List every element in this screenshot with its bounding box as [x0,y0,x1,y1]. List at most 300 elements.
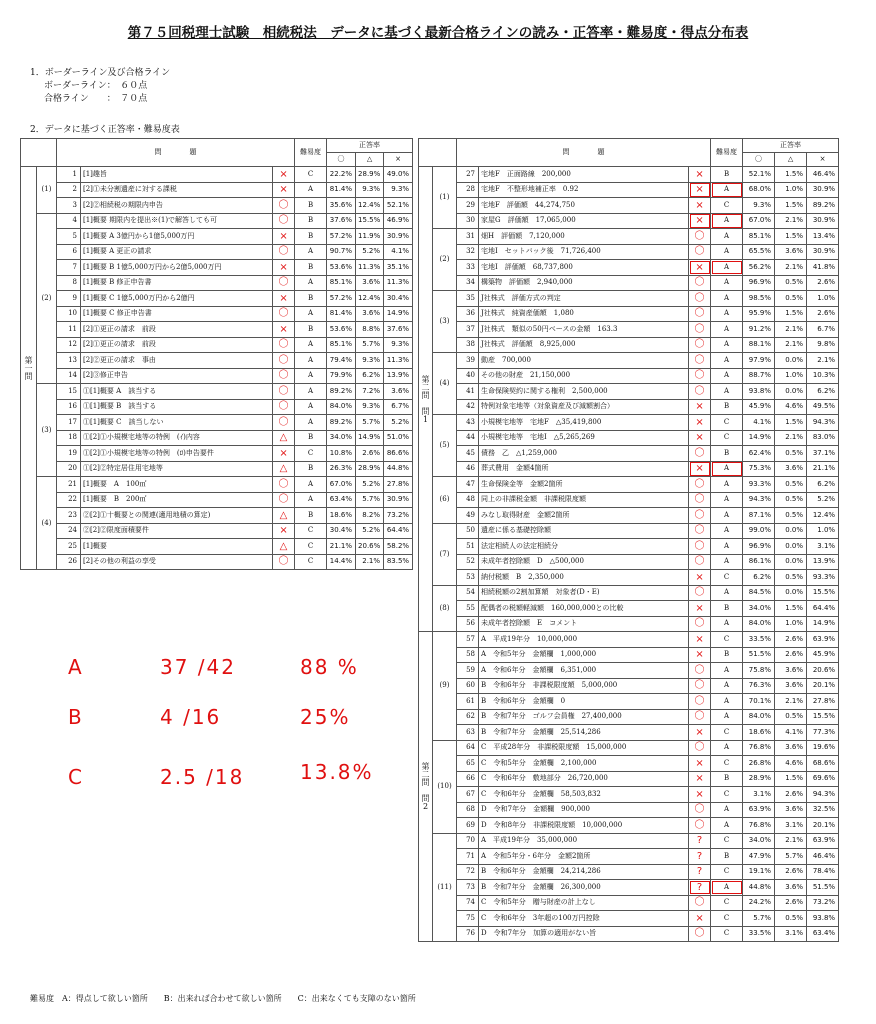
hand-pct-b: 25% [300,705,351,729]
question-number: 14 [57,368,81,384]
partial-rate: 0.0% [775,554,807,570]
answer-mark: 〇 [689,508,711,524]
partial-rate: 5.7% [356,415,384,431]
question-text: A 令和5年分・6年分 金額2箇所 [479,849,689,865]
difficulty-grade: B [295,229,327,245]
table-row [419,275,839,291]
question-text: [1]概要 B 1億5,000万円から2億5,000万円 [81,260,273,276]
correct-rate: 88.7% [743,368,775,384]
question-text: その他の財産 21,150,000 [479,368,689,384]
question-text: [1]概要 A 3億円から1億5,000万円 [81,229,273,245]
group-label: (3) [37,384,57,477]
answer-mark: 〇 [689,818,711,834]
answer-mark: × [689,182,711,198]
correct-rate: 87.1% [743,508,775,524]
question-number: 39 [457,353,479,369]
answer-mark: 〇 [689,616,711,632]
question-text: [1]趣旨 [81,167,273,183]
partial-rate: 2.6% [775,632,807,648]
answer-mark: 〇 [273,415,295,431]
correct-rate: 93.3% [743,477,775,493]
correct-rate: 91.2% [743,322,775,338]
wrong-rate: 93.3% [807,570,839,586]
header-wrong: × [384,153,413,167]
question-text: 小規模宅地等 宅地F △35,419,800 [479,415,689,431]
correct-rate: 85.1% [327,337,356,353]
wrong-rate: 3.1% [807,539,839,555]
table-row [21,368,413,384]
partial-rate: 2.1% [775,213,807,229]
partial-rate: 2.6% [775,864,807,880]
answer-mark: 〇 [689,740,711,756]
wrong-rate: 27.8% [807,694,839,710]
table-row [21,306,413,322]
table-row [419,926,839,942]
partial-rate: 2.1% [775,260,807,276]
question-text: A 令和5年分 金額欄 1,000,000 [479,647,689,663]
question-text: 宅地I セットバック後 71,726,400 [479,244,689,260]
question-number: 52 [457,554,479,570]
wrong-rate: 86.6% [384,446,413,462]
difficulty-grade: A [711,244,743,260]
wrong-rate: 5.2% [807,492,839,508]
correct-rate: 5.7% [743,911,775,927]
question-text: [2]③修正申告 [81,368,273,384]
wrong-rate: 10.3% [807,368,839,384]
question-text: B 令和6年分 金額欄 0 [479,694,689,710]
table-row [419,818,839,834]
answer-mark: × [689,198,711,214]
wrong-rate: 68.6% [807,756,839,772]
partial-rate: 11.3% [356,260,384,276]
difficulty-grade: A [711,275,743,291]
answer-mark: 〇 [273,554,295,570]
table-row [21,167,413,183]
difficulty-grade: A [711,663,743,679]
answer-mark: × [273,260,295,276]
correct-rate: 53.6% [327,260,356,276]
question-number: 3 [57,198,81,214]
wrong-rate: 15.5% [807,709,839,725]
question-text: B 令和7年分 ゴルフ会員権 27,400,000 [479,709,689,725]
header-rate-right: 正答率 [743,139,839,153]
partial-rate: 9.3% [356,182,384,198]
partial-rate: 28.9% [356,167,384,183]
wrong-rate: 30.4% [384,291,413,307]
difficulty-grade: C [711,787,743,803]
table-row [419,756,839,772]
wrong-rate: 27.8% [384,477,413,493]
difficulty-grade: B [711,601,743,617]
table-row [21,508,413,524]
correct-rate: 3.1% [743,787,775,803]
question-text: 畑H 評価額 7,120,000 [479,229,689,245]
question-number: 38 [457,337,479,353]
question-text: J社株式 評価方式の判定 [479,291,689,307]
group-label: (7) [433,523,457,585]
wrong-rate: 30.9% [807,213,839,229]
correct-rate: 24.2% [743,895,775,911]
correct-rate: 18.6% [327,508,356,524]
difficulty-grade: A [711,213,743,229]
question-number: 48 [457,492,479,508]
question-number: 75 [457,911,479,927]
table-row [21,492,413,508]
group-label: (5) [433,415,457,477]
answer-mark: × [689,911,711,927]
answer-mark: 〇 [689,523,711,539]
correct-rate: 51.5% [743,647,775,663]
question-text: D 令和7年分 金額欄 900,000 [479,802,689,818]
table-row [419,771,839,787]
wrong-rate: 14.9% [807,616,839,632]
answer-mark: 〇 [273,477,295,493]
wrong-rate: 94.3% [807,787,839,803]
wrong-rate: 1.0% [807,291,839,307]
answer-mark: 〇 [689,663,711,679]
answer-mark: 〇 [273,244,295,260]
answer-mark: 〇 [273,368,295,384]
difficulty-grade: A [711,880,743,896]
table-row [419,291,839,307]
difficulty-grade: B [295,322,327,338]
partial-rate: 0.5% [775,709,807,725]
answer-mark: 〇 [689,895,711,911]
wrong-rate: 63.4% [807,926,839,942]
correct-rate: 76.3% [743,678,775,694]
correct-rate: 33.5% [743,926,775,942]
question-number: 54 [457,585,479,601]
correct-rate: 57.2% [327,229,356,245]
table-row [21,523,413,539]
question-number: 76 [457,926,479,942]
question-text: ①[1]概要 C 該当しない [81,415,273,431]
wrong-rate: 46.4% [807,167,839,183]
answer-mark: × [689,167,711,183]
answer-mark: 〇 [273,353,295,369]
question-text: 特例対象宅地等（対象資産及び減額割合） [479,399,689,415]
partial-rate: 20.6% [356,539,384,555]
difficulty-grade: C [295,167,327,183]
group-label: (2) [433,229,457,291]
question-number: 18 [57,430,81,446]
table-row [419,461,839,477]
question-number: 49 [457,508,479,524]
question-text: 家屋G 評価額 17,065,000 [479,213,689,229]
correct-rate: 63.4% [327,492,356,508]
part-label-q2-2: 第二問 問2 [419,632,433,942]
correct-rate: 84.0% [743,616,775,632]
answer-mark: ? [689,864,711,880]
question-text: ①[1]概要 A 該当する [81,384,273,400]
answer-mark: 〇 [273,306,295,322]
correct-rate: 88.1% [743,337,775,353]
partial-rate: 2.1% [775,430,807,446]
question-number: 27 [457,167,479,183]
difficulty-grade: B [711,399,743,415]
partial-rate: 9.3% [356,399,384,415]
partial-rate: 2.6% [775,647,807,663]
question-text: C 令和6年分 金額欄 58,503,832 [479,787,689,803]
answer-mark: 〇 [689,306,711,322]
difficulty-grade: C [711,864,743,880]
question-text: A 平成19年分 35,000,000 [479,833,689,849]
difficulty-grade: C [711,725,743,741]
partial-rate: 0.0% [775,353,807,369]
wrong-rate: 63.9% [807,833,839,849]
answer-mark: × [273,322,295,338]
header-partial: △ [356,153,384,167]
wrong-rate: 52.1% [384,198,413,214]
difficulty-grade: A [711,353,743,369]
correct-rate: 67.0% [743,213,775,229]
correct-rate: 26.8% [743,756,775,772]
partial-rate: 1.5% [775,167,807,183]
answer-mark: × [689,570,711,586]
header-problem: 問 題 [57,139,295,167]
partial-rate: 3.6% [775,244,807,260]
hand-grade-c: C [68,765,84,789]
question-text: C 令和6年分 敷地部分 26,720,000 [479,771,689,787]
question-text: [1]概要 C 修正申告書 [81,306,273,322]
correct-rate: 84.0% [743,709,775,725]
question-text: 葬式費用 金額4箇所 [479,461,689,477]
difficulty-grade: A [295,368,327,384]
question-text: D 令和8年分 非課税限度額 10,000,000 [479,818,689,834]
table-row [419,632,839,648]
table-row [21,260,413,276]
difficulty-grade: A [711,368,743,384]
difficulty-grade: A [711,709,743,725]
header-partial-right: △ [775,153,807,167]
question-number: 13 [57,353,81,369]
table-row [21,229,413,245]
header-difficulty: 難易度 [295,139,327,167]
difficulty-grade: B [711,446,743,462]
answer-mark: △ [273,430,295,446]
header-difficulty-right: 難易度 [711,139,743,167]
question-number: 66 [457,771,479,787]
section1-heading: 1．ボーダーライン及び合格ライン [30,68,171,78]
difficulty-grade: A [295,275,327,291]
correct-rate: 44.8% [743,880,775,896]
partial-rate: 5.2% [356,244,384,260]
wrong-rate: 19.6% [807,740,839,756]
group-label: (11) [433,833,457,942]
wrong-rate: 9.3% [384,337,413,353]
difficulty-grade: A [711,306,743,322]
partial-rate: 3.6% [775,678,807,694]
question-number: 8 [57,275,81,291]
wrong-rate: 20.6% [807,663,839,679]
answer-mark: × [689,601,711,617]
partial-rate: 1.5% [775,198,807,214]
wrong-rate: 64.4% [807,601,839,617]
page-title: 第７５回税理士試験 相続税法 データに基づく最新合格ラインの読み・正答率・難易度・得点分布表 [127,25,749,41]
hand-score-a: 37 /42 [160,655,236,679]
table-row [21,198,413,214]
question-number: 67 [457,787,479,803]
correct-rate: 34.0% [327,430,356,446]
table-row [21,291,413,307]
answer-mark: × [689,632,711,648]
wrong-rate: 83.0% [807,430,839,446]
question-text: B 令和6年分 非課税限度額 5,000,000 [479,678,689,694]
table-row [21,477,413,493]
answer-mark: 〇 [689,337,711,353]
partial-rate: 4.6% [775,399,807,415]
wrong-rate: 30.9% [807,182,839,198]
difficulty-grade: C [295,523,327,539]
question-text: ①[2]②特定居住用宅地等 [81,461,273,477]
wrong-rate: 5.2% [384,415,413,431]
question-number: 36 [457,306,479,322]
hand-score-c: 2.5 /18 [160,765,245,789]
section2-heading: 2．データに基づく正答率・難易度表 [30,125,180,135]
wrong-rate: 15.5% [807,585,839,601]
table-row [419,213,839,229]
table-row [21,322,413,338]
wrong-rate: 73.2% [807,895,839,911]
correct-rate: 93.8% [743,384,775,400]
difficulty-grade: A [295,306,327,322]
table-row [419,802,839,818]
answer-mark: 〇 [273,492,295,508]
group-label: (3) [433,291,457,353]
table-row [419,322,839,338]
table-row [21,384,413,400]
wrong-rate: 3.6% [384,384,413,400]
wrong-rate: 9.8% [807,337,839,353]
partial-rate: 9.3% [356,353,384,369]
partial-rate: 1.5% [775,601,807,617]
wrong-rate: 44.8% [384,461,413,477]
difficulty-grade: A [711,802,743,818]
difficulty-grade: A [711,818,743,834]
partial-rate: 8.2% [356,508,384,524]
table-row [419,167,839,183]
table-row [21,353,413,369]
answer-mark: 〇 [689,384,711,400]
table-row [21,399,413,415]
difficulty-grade: C [711,756,743,772]
table-row [419,415,839,431]
question-text: 同上の非課税金額 非課税限度額 [479,492,689,508]
wrong-rate: 73.2% [384,508,413,524]
answer-mark: 〇 [689,291,711,307]
table-row [419,477,839,493]
partial-rate: 5.2% [356,523,384,539]
difficulty-grade: A [711,260,743,276]
correct-rate: 67.0% [327,477,356,493]
correct-rate: 52.1% [743,167,775,183]
question-number: 28 [457,182,479,198]
partial-rate: 0.5% [775,446,807,462]
question-text: 未成年者控除額 E コメント [479,616,689,632]
partial-rate: 1.5% [775,415,807,431]
question-number: 31 [457,229,479,245]
correct-rate: 14.9% [743,430,775,446]
correct-rate: 84.0% [327,399,356,415]
difficulty-grade: A [711,492,743,508]
question-text: 生命保険金等 金額2箇所 [479,477,689,493]
answer-mark: 〇 [273,384,295,400]
header-correct: 〇 [327,153,356,167]
difficulty-grade: A [711,740,743,756]
answer-mark: △ [273,508,295,524]
question-number: 30 [457,213,479,229]
correct-rate: 35.6% [327,198,356,214]
correct-rate: 33.5% [743,632,775,648]
difficulty-grade: A [295,384,327,400]
answer-mark: × [689,430,711,446]
question-text: A 平成19年分 10,000,000 [479,632,689,648]
answer-mark: 〇 [689,322,711,338]
table-row [419,260,839,276]
wrong-rate: 30.9% [384,492,413,508]
section-borderline [30,67,170,106]
correct-rate: 99.0% [743,523,775,539]
question-text: 未成年者控除額 D △500,000 [479,554,689,570]
table-row [419,492,839,508]
wrong-rate: 6.2% [807,384,839,400]
answer-mark: 〇 [689,353,711,369]
question-number: 21 [57,477,81,493]
difficulty-grade: A [711,508,743,524]
partial-rate: 3.6% [775,461,807,477]
partial-rate: 6.2% [356,368,384,384]
answer-mark: ? [689,880,711,896]
correct-rate: 76.8% [743,740,775,756]
hand-pct-c: 13.8% [300,760,374,784]
question-text: ①[2]①小規模宅地等の特例 (ｲ)内容 [81,430,273,446]
part-label-q1: 第一問 [21,167,37,570]
answer-mark: × [273,523,295,539]
answer-mark: △ [273,461,295,477]
difficulty-grade: A [711,678,743,694]
partial-rate: 8.8% [356,322,384,338]
answer-mark: 〇 [689,554,711,570]
table-row [419,306,839,322]
question-text: 生命保険契約に関する権利 2,500,000 [479,384,689,400]
answer-mark: 〇 [689,539,711,555]
question-number: 50 [457,523,479,539]
partial-rate: 0.5% [775,508,807,524]
question-text: 相続税額の2割加算額 対象者(D・E) [479,585,689,601]
wrong-rate: 30.9% [384,229,413,245]
question-number: 2 [57,182,81,198]
question-number: 32 [457,244,479,260]
wrong-rate: 89.2% [807,198,839,214]
difficulty-grade: A [711,384,743,400]
difficulty-grade: B [295,260,327,276]
wrong-rate: 2.6% [807,275,839,291]
question-text: ①[1]概要 B 該当する [81,399,273,415]
table-row [21,415,413,431]
difficulty-grade: C [295,539,327,555]
wrong-rate: 45.9% [807,647,839,663]
hand-grade-b: B [68,705,84,729]
question-text: [1]概要 B 200㎡ [81,492,273,508]
answer-mark: × [273,229,295,245]
correct-rate: 89.2% [327,415,356,431]
question-number: 16 [57,399,81,415]
question-number: 5 [57,229,81,245]
difficulty-grade: A [711,229,743,245]
correct-rate: 57.2% [327,291,356,307]
difficulty-grade: C [711,833,743,849]
table-row [419,678,839,694]
